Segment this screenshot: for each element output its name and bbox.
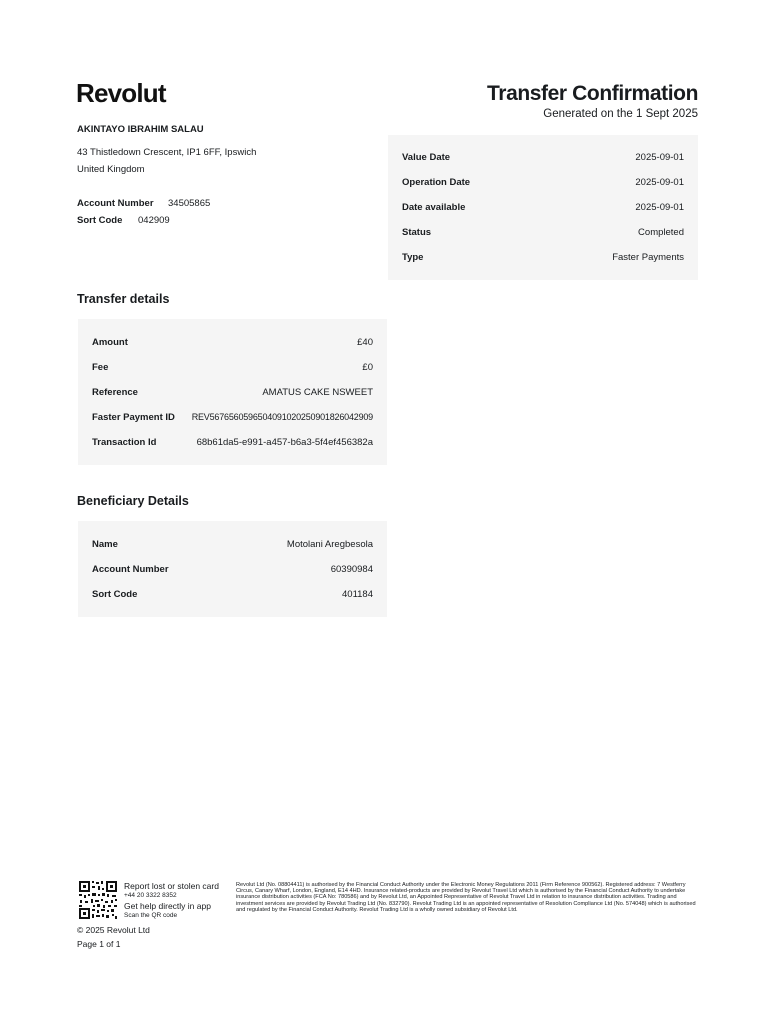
summary-row-date-available [402,202,684,216]
transfer-row-faster-payment-id [92,412,373,426]
row-value: REV567656059650409102025090182604290​9 [191,412,373,422]
copyright: © 2025 Revolut Ltd [77,925,150,935]
row-value: Completed [638,227,684,238]
page-number: Page 1 of 1 [77,939,121,949]
row-label: Amount [92,337,128,348]
row-value: 60390984 [330,564,373,575]
beneficiary-row-account-number [92,564,373,578]
summary-row-value-date [402,152,684,166]
row-label: Sort Code [92,589,138,600]
holder-account-number-value: 34505865 [168,198,211,209]
summary-row-status [402,227,684,241]
beneficiary-row-sort-code [92,589,373,603]
summary-panel [388,135,698,280]
row-value: £40 [357,337,373,348]
row-value: 2025-09-01 [635,177,684,188]
row-value: 401184 [342,589,373,600]
row-label: Account Number [92,564,169,575]
transfer-row-fee [92,362,373,376]
row-label: Date available [402,202,466,213]
holder-account-number-label: Account Number [77,198,154,209]
beneficiary-row-name [92,539,373,553]
row-value: £0 [362,362,373,373]
holder-account-number [77,198,277,212]
row-value: 2025-09-01 [635,152,684,163]
summary-row-type [402,252,684,266]
report-lost-card-text: Report lost or stolen card [124,881,219,891]
row-label: Reference [92,387,138,398]
row-label: Transaction Id [92,437,157,448]
generated-date: Generated on the 1 Sept 2025 [543,108,698,120]
revolut-logo: Revolut [76,78,166,108]
row-label: Type [402,252,424,263]
row-value: 68b61da5-e991-a457-b6a3-5f4ef456382a [196,437,373,448]
summary-row-operation-date [402,177,684,191]
row-label: Status [402,227,432,238]
address-line-1: 43 Thistledown Crescent, IP1 6FF, Ipswich [77,147,257,158]
row-label: Fee [92,362,109,373]
beneficiary-panel [78,521,387,617]
row-label: Name [92,539,118,550]
beneficiary-details-title: Beneficiary Details [77,494,189,508]
holder-sort-code-value: 042909 [138,215,170,226]
transfer-row-transaction-id [92,437,373,451]
qr-code-icon[interactable] [78,880,118,920]
row-value: Motolani Aregbesola [286,539,373,550]
row-label: Value Date [402,152,451,163]
transfer-row-reference [92,387,373,401]
page-title: Transfer Confirmation [487,82,698,105]
row-value: Faster Payments [612,252,684,263]
get-help-text: Get help directly in app [124,901,211,911]
legal-disclaimer: Revolut Ltd (No. 08804411) is authorised by the Financial Conduct Authority under the Electronic Money Regulations 2011 (Firm Reference 900562). Registered address: 7 Westferry Circus, Canary Wharf, London, England, E14 4HD. Insurance related-products are provided by Revolut Travel Ltd which is authorised by the Financial Conduct Authority to undertake insurance distribution activities (FCA No: 780586) and by Revolut Ltd, an Appointed Representative of Revolut Travel Ltd in relation to insurance distribution activities. Trading and investment services are provided by Revolut Trading Ltd (No. 832790). Revolut Trading Ltd is an appointed representative of Resolution Compliance Ltd (No. 574048) which is authorised and regulated by the Financial Conduct Authority. Revolut Trading Ltd is a wholly owned subsidiary of Revolut Ltd. [236,882,696,913]
address-line-2: United Kingdom [77,164,145,175]
holder-sort-code-label: Sort Code [77,215,123,226]
row-label: Faster Payment ID [92,412,175,423]
row-value: 2025-09-01 [635,202,684,213]
transfer-details-panel [78,319,387,465]
support-phone[interactable]: +44 20 3322 8352 [124,892,177,899]
row-value: AMATUS CAKE NSWEET [262,387,373,398]
scan-qr-text: Scan the QR code [124,912,178,919]
transfer-row-amount [92,337,373,351]
holder-sort-code [77,215,277,229]
row-label: Operation Date [402,177,471,188]
account-holder-name: AKINTAYO IBRAHIM SALAU [77,124,204,135]
transfer-details-title: Transfer details [77,292,170,306]
